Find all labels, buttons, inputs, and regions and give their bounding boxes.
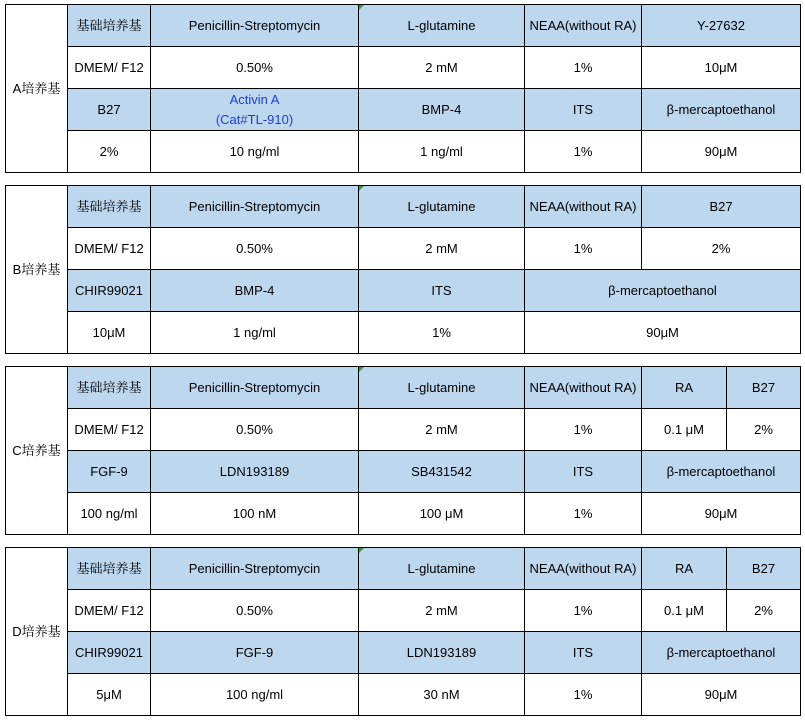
header-fgf9: FGF-9: [151, 632, 359, 674]
value-its: 1%: [525, 493, 642, 535]
header-ra: RA: [642, 548, 727, 590]
value-fgf9: 100 ng/ml: [68, 493, 151, 535]
header-bmp4: BMP-4: [359, 89, 525, 131]
header-ldn193189: LDN193189: [151, 451, 359, 493]
header-ldn193189: LDN193189: [359, 632, 525, 674]
activin-a-name: Activin A: [229, 91, 280, 107]
header-sb431542: SB431542: [359, 451, 525, 493]
value-activin-a: 10 ng/ml: [151, 131, 359, 173]
value-basal-medium: DMEM/ F12: [68, 590, 151, 632]
value-ra: 0.1 μM: [642, 409, 727, 451]
value-basal-medium: DMEM/ F12: [68, 409, 151, 451]
header-basal-medium: 基础培养基: [68, 548, 151, 590]
value-pen-strep: 0.50%: [151, 590, 359, 632]
medium-c-label: C培养基: [6, 367, 68, 535]
header-activin-a: [151, 89, 359, 131]
value-b27: 2%: [727, 409, 801, 451]
value-mercaptoethanol: 90μM: [525, 312, 801, 354]
header-fgf9: FGF-9: [68, 451, 151, 493]
header-b27: B27: [727, 548, 801, 590]
medium-a-table: [5, 4, 801, 173]
header-y27632: Y-27632: [642, 5, 801, 47]
header-its: ITS: [525, 632, 642, 674]
value-l-glutamine: 2 mM: [359, 409, 525, 451]
value-ldn193189: 30 nM: [359, 674, 525, 716]
value-mercaptoethanol: 90μM: [642, 493, 801, 535]
value-its: 1%: [525, 674, 642, 716]
header-basal-medium: 基础培养基: [68, 186, 151, 228]
value-mercaptoethanol: 90μM: [642, 674, 801, 716]
value-b27: 2%: [642, 228, 801, 270]
header-neaa: NEAA(without RA): [525, 186, 642, 228]
value-chir99021: 10μM: [68, 312, 151, 354]
value-l-glutamine: 2 mM: [359, 228, 525, 270]
value-y27632: 10μM: [642, 47, 801, 89]
header-basal-medium: 基础培养基: [68, 367, 151, 409]
header-b27: B27: [642, 186, 801, 228]
header-pen-strep: Penicillin-Streptomycin: [151, 367, 359, 409]
medium-b-label: B培养基: [6, 186, 68, 354]
header-ra: RA: [642, 367, 727, 409]
header-neaa: NEAA(without RA): [525, 367, 642, 409]
header-basal-medium: 基础培养基: [68, 5, 151, 47]
header-pen-strep: Penicillin-Streptomycin: [151, 5, 359, 47]
value-basal-medium: DMEM/ F12: [68, 228, 151, 270]
header-l-glutamine: L-glutamine: [359, 548, 525, 590]
header-chir99021: CHIR99021: [68, 632, 151, 674]
value-basal-medium: DMEM/ F12: [68, 47, 151, 89]
value-b27: 2%: [68, 131, 151, 173]
header-b27: B27: [68, 89, 151, 131]
header-chir99021: CHIR99021: [68, 270, 151, 312]
header-l-glutamine: L-glutamine: [359, 186, 525, 228]
header-mercaptoethanol: β-mercaptoethanol: [525, 270, 801, 312]
value-pen-strep: 0.50%: [151, 47, 359, 89]
header-its: ITS: [359, 270, 525, 312]
header-mercaptoethanol: β-mercaptoethanol: [642, 632, 801, 674]
header-pen-strep: Penicillin-Streptomycin: [151, 548, 359, 590]
medium-a-label: A培养基: [6, 5, 68, 173]
value-l-glutamine: 2 mM: [359, 590, 525, 632]
header-mercaptoethanol: β-mercaptoethanol: [642, 89, 801, 131]
medium-b-table: [5, 185, 801, 354]
value-neaa: 1%: [525, 47, 642, 89]
value-its: 1%: [525, 131, 642, 173]
header-its: ITS: [525, 89, 642, 131]
value-neaa: 1%: [525, 590, 642, 632]
header-its: ITS: [525, 451, 642, 493]
medium-d-label: D培养基: [6, 548, 68, 716]
header-neaa: NEAA(without RA): [525, 5, 642, 47]
value-pen-strep: 0.50%: [151, 409, 359, 451]
header-l-glutamine: L-glutamine: [359, 367, 525, 409]
header-pen-strep: Penicillin-Streptomycin: [151, 186, 359, 228]
activin-a-catalog: (Cat#TL-910): [215, 111, 294, 127]
value-ra: 0.1 μM: [642, 590, 727, 632]
medium-d-table: [5, 547, 801, 716]
value-bmp4: 1 ng/ml: [359, 131, 525, 173]
value-neaa: 1%: [525, 228, 642, 270]
value-fgf9: 100 ng/ml: [151, 674, 359, 716]
value-ldn193189: 100 nM: [151, 493, 359, 535]
value-pen-strep: 0.50%: [151, 228, 359, 270]
value-bmp4: 1 ng/ml: [151, 312, 359, 354]
value-l-glutamine: 2 mM: [359, 47, 525, 89]
header-neaa: NEAA(without RA): [525, 548, 642, 590]
value-sb431542: 100 μM: [359, 493, 525, 535]
header-b27: B27: [727, 367, 801, 409]
header-mercaptoethanol: β-mercaptoethanol: [642, 451, 801, 493]
value-b27: 2%: [727, 590, 801, 632]
value-its: 1%: [359, 312, 525, 354]
value-chir99021: 5μM: [68, 674, 151, 716]
value-mercaptoethanol: 90μM: [642, 131, 801, 173]
medium-c-table: [5, 366, 801, 535]
header-bmp4: BMP-4: [151, 270, 359, 312]
value-neaa: 1%: [525, 409, 642, 451]
header-l-glutamine: L-glutamine: [359, 5, 525, 47]
